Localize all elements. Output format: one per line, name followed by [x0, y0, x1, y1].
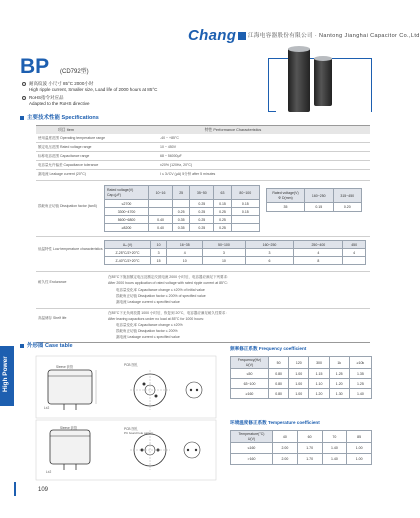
- row-divider: [36, 308, 370, 309]
- ratio-label: Z-25°C/Z+20°C: [105, 249, 151, 257]
- voltage-cell: ≥160: [231, 389, 269, 399]
- value-cell: 1.40: [322, 454, 347, 465]
- voltage-header: 35~50: [190, 186, 214, 200]
- value-cell: 1.00: [289, 369, 309, 379]
- spec-row-value: I ≤ 3√CV (μA) 5分钟 after 5 minutes: [160, 172, 216, 176]
- row-divider: [36, 236, 370, 237]
- spec-row-label: 额定电压范围 Rated voltage range: [38, 145, 92, 149]
- freq-header: 1k: [329, 357, 349, 369]
- page-number-bar: [14, 482, 16, 496]
- freq-header: ≥10k: [349, 357, 371, 369]
- value-cell: 1.00: [347, 443, 372, 454]
- value-cell: 0.25: [214, 208, 231, 216]
- value-cell: 1.15: [309, 369, 329, 379]
- spec-section-title: 主要技术性能 Specifications: [20, 113, 99, 121]
- value-cell: 1.25: [349, 379, 371, 389]
- row-divider: [36, 169, 370, 170]
- value-cell: 15: [151, 257, 167, 265]
- temp-header: 85: [347, 431, 372, 443]
- value-cell: 1.20: [309, 389, 329, 399]
- case-section-title: 外形图 Case table: [20, 341, 73, 349]
- value-cell: 10: [203, 257, 245, 265]
- spec-table-header: [36, 126, 370, 134]
- value-cell: [231, 216, 259, 224]
- capacitor-photo-large: [288, 48, 310, 112]
- freq-header: 120: [289, 357, 309, 369]
- feature-line-3: RoHS指令对应品: [22, 95, 64, 101]
- temp-header: 70: [322, 431, 347, 443]
- row-divider: [36, 180, 370, 181]
- bullet-icon: [22, 96, 26, 100]
- dim-label: L±2: [46, 470, 52, 474]
- value-cell: 0.40: [149, 216, 173, 224]
- voltage-header: 250~400: [294, 241, 343, 249]
- voltage-header: 63: [214, 186, 231, 200]
- value-cell: 0.80: [269, 379, 289, 389]
- cap-cell: ≥8200: [105, 224, 149, 232]
- series-subtitle: (CD792型): [60, 69, 89, 75]
- endurance-label: 耐久性 Endurance: [38, 280, 67, 284]
- value-cell: 0.25: [190, 216, 214, 224]
- value-cell: 3: [151, 249, 167, 257]
- voltage-header: 25: [173, 186, 190, 200]
- low-temp-table: [104, 240, 366, 265]
- value-cell: 1.25: [329, 369, 349, 379]
- value-cell: 1.40: [322, 443, 347, 454]
- value-cell: 10: [167, 257, 203, 265]
- shelf-line: 电容量变化率 Capacitance change ≤ ±20%: [116, 323, 183, 327]
- row-divider: [36, 160, 370, 161]
- value-cell: [231, 224, 259, 232]
- hv-corner: Rated voltage(V) Φ D(mm): [267, 189, 305, 203]
- shelf-line: 损耗角正切值 Dissipation factor ≤ 200%: [116, 329, 178, 333]
- value-cell: 3: [245, 249, 294, 257]
- value-cell: 1.35: [349, 369, 371, 379]
- voltage-cell: 63~100: [231, 379, 269, 389]
- spec-row-value: 10 ~ 450V: [160, 145, 177, 149]
- feature-line-4: Adapted to the RoHS directive: [29, 101, 90, 106]
- diameter-cell: 35: [267, 203, 305, 212]
- shelf-line: 漏电流 Leakage current ≤ specified value: [116, 335, 180, 339]
- voltage-header: 160~250: [305, 189, 334, 203]
- pcb-label: PCB 图孔: [124, 427, 138, 431]
- spec-row-label: 漏电流 Leakage current (20°C): [38, 172, 86, 176]
- value-cell: 0.15: [305, 203, 334, 212]
- freq-header: 300: [309, 357, 329, 369]
- value-cell: 1.00: [347, 454, 372, 465]
- value-cell: 1.00: [289, 379, 309, 389]
- low-temp-header: Uₙ (V): [105, 241, 151, 249]
- endurance-line: 电容量变化率 Capacitance change ≤ ±20% of initial value: [116, 288, 205, 292]
- freq-corner: Frequency(Hz) U(V): [231, 357, 269, 369]
- voltage-header: 450: [343, 241, 366, 249]
- shelf-line: 在85°C下无负荷放置 1000 小时后，恢复到 20°C，电容器应满足耐久性要求：: [108, 311, 229, 315]
- tan-delta-corner: Rated voltage(V) Cap.(μF): [105, 186, 149, 200]
- value-cell: 0.15: [214, 200, 231, 208]
- value-cell: 0.80: [269, 389, 289, 399]
- value-cell: 0.25: [214, 216, 231, 224]
- value-cell: 0.15: [231, 200, 259, 208]
- value-cell: 0.25: [214, 224, 231, 232]
- temp-header: 60: [297, 431, 322, 443]
- value-cell: 1.00: [289, 389, 309, 399]
- col-item: 项目 Item: [57, 127, 75, 132]
- temp-section-title: 环境温度修正系数 Temperature coefficient: [230, 420, 320, 425]
- value-cell: 0.25: [190, 224, 214, 232]
- temp-header: 40: [273, 431, 298, 443]
- cap-cell: ≤2700: [105, 200, 149, 208]
- freq-section-title: 频率修正系数 Frequency coefficient: [230, 346, 307, 351]
- low-temp-label: 低温特性 Low temperature characteristics: [38, 247, 103, 251]
- endurance-line: After 2000 hours application of rated voltage with rated ripple current at 85°C:: [108, 281, 228, 285]
- value-cell: 3: [203, 249, 245, 257]
- series-code: BP: [20, 55, 50, 78]
- value-cell: [173, 200, 190, 208]
- value-cell: 0.35: [173, 216, 190, 224]
- spec-row-value: ±20% (120Hz, 20°C): [160, 163, 193, 167]
- photo-bracket-left: [268, 58, 276, 112]
- voltage-header: 10: [151, 241, 167, 249]
- voltage-header: 315~450: [333, 189, 362, 203]
- endurance-line: 漏电流 Leakage current ≤ specified value: [116, 300, 180, 304]
- value-cell: 1.70: [297, 443, 322, 454]
- voltage-cell: ≤160: [231, 443, 273, 454]
- value-cell: 1.20: [329, 379, 349, 389]
- value-cell: 4: [294, 249, 343, 257]
- capacitor-photo-small: [314, 58, 332, 106]
- square-marker-icon: [20, 116, 24, 120]
- value-cell: [343, 257, 366, 265]
- dim-label: L±2: [44, 406, 50, 410]
- pcb-sublabel: PC board hole pattern: [124, 431, 154, 435]
- cap-cell: 3300~4700: [105, 208, 149, 216]
- value-cell: 1.70: [297, 454, 322, 465]
- row-divider: [36, 342, 370, 343]
- capacitor-top: [314, 56, 332, 61]
- sleeve-label: Sleeve 套管: [60, 426, 78, 430]
- freq-table: [230, 356, 372, 399]
- tan-delta-hv-table: [266, 188, 362, 212]
- spec-row-label: 使用温度范围 Operating temperature range: [38, 136, 106, 140]
- capacitor-top: [288, 46, 310, 52]
- row-divider: [36, 142, 370, 143]
- value-cell: [149, 200, 173, 208]
- temp-table: [230, 430, 372, 465]
- square-marker-icon: [20, 344, 24, 348]
- voltage-cell: >160: [231, 454, 273, 465]
- value-cell: 1.40: [349, 389, 371, 399]
- category-sidebar-tab: [0, 346, 14, 406]
- voltage-header: 50~100: [203, 241, 245, 249]
- value-cell: 1.10: [309, 379, 329, 389]
- voltage-header: 80~100: [231, 186, 259, 200]
- tan-delta-table: [104, 185, 260, 232]
- voltage-header: 10~16: [149, 186, 173, 200]
- temp-corner: Temperature(°C) U(V): [231, 431, 273, 443]
- value-cell: 2.00: [273, 443, 298, 454]
- shelf-line: After leaving capacitors under no load at 85°C for 1000 hours:: [108, 317, 204, 321]
- cap-cell: 5600~6800: [105, 216, 149, 224]
- voltage-header: 16~35: [167, 241, 203, 249]
- value-cell: 0.20: [333, 203, 362, 212]
- spec-row-value: -40 ~ +85°C: [160, 136, 179, 140]
- row-divider: [36, 151, 370, 152]
- company-logo: Chang: [188, 27, 246, 44]
- value-cell: 0.25: [190, 200, 214, 208]
- page-number: 109: [38, 487, 49, 493]
- value-cell: 1.30: [329, 389, 349, 399]
- endurance-line: 在85°C下施加额定电压及额定纹波电流 2000 小时后，电容器应满足下列要求：: [108, 275, 231, 279]
- col-characteristics: 特性 Performance Characteristics: [204, 127, 262, 132]
- logo-square-icon: [238, 32, 246, 40]
- value-cell: 0.40: [149, 224, 173, 232]
- value-cell: 8: [294, 257, 343, 265]
- value-cell: 6: [245, 257, 294, 265]
- value-cell: 0.25: [190, 208, 214, 216]
- shelf-label: 高温储存 Shelf life: [38, 316, 67, 320]
- bullet-icon: [22, 82, 26, 86]
- value-cell: 0.35: [173, 224, 190, 232]
- value-cell: 0.25: [173, 208, 190, 216]
- sleeve-label: Sleeve 套管: [56, 365, 74, 369]
- spec-row-label: 电容量允许偏差 Capacitance tolerance: [38, 163, 99, 167]
- spec-table: [36, 125, 370, 134]
- value-cell: 0.80: [269, 369, 289, 379]
- freq-header: 50: [269, 357, 289, 369]
- voltage-cell: ≤50: [231, 369, 269, 379]
- ratio-label: Z-40°C/Z+20°C: [105, 257, 151, 265]
- voltage-header: 160~250: [245, 241, 294, 249]
- spec-row-label: 标称电容范围 Capacitance range: [38, 154, 90, 158]
- feature-line-2: High ripple current, Smaller size, Load life of 2000 hours at 85°C: [29, 87, 158, 92]
- value-cell: 4: [343, 249, 366, 257]
- company-name: 江海电容器股份有限公司 · Nantong Jianghai Capacitor Co.,Ltd: [248, 33, 420, 39]
- value-cell: [149, 208, 173, 216]
- endurance-line: 损耗角正切值 Dissipation factor ≤ 200% of specified value: [116, 294, 206, 298]
- sidebar-label: High Power: [2, 356, 9, 392]
- value-cell: 2.00: [273, 454, 298, 465]
- tan-delta-label: 损耗角正切值 Dissipation factor (tanδ): [38, 204, 97, 208]
- value-cell: 4: [167, 249, 203, 257]
- feature-line-1: 耐高纹波 小尺寸 85°C 2000小时: [22, 81, 93, 87]
- pcb-label: PCB 图孔: [124, 363, 138, 367]
- spec-row-value: 68 ~ 56000μF: [160, 154, 182, 158]
- value-cell: 0.15: [231, 208, 259, 216]
- row-divider: [36, 271, 370, 272]
